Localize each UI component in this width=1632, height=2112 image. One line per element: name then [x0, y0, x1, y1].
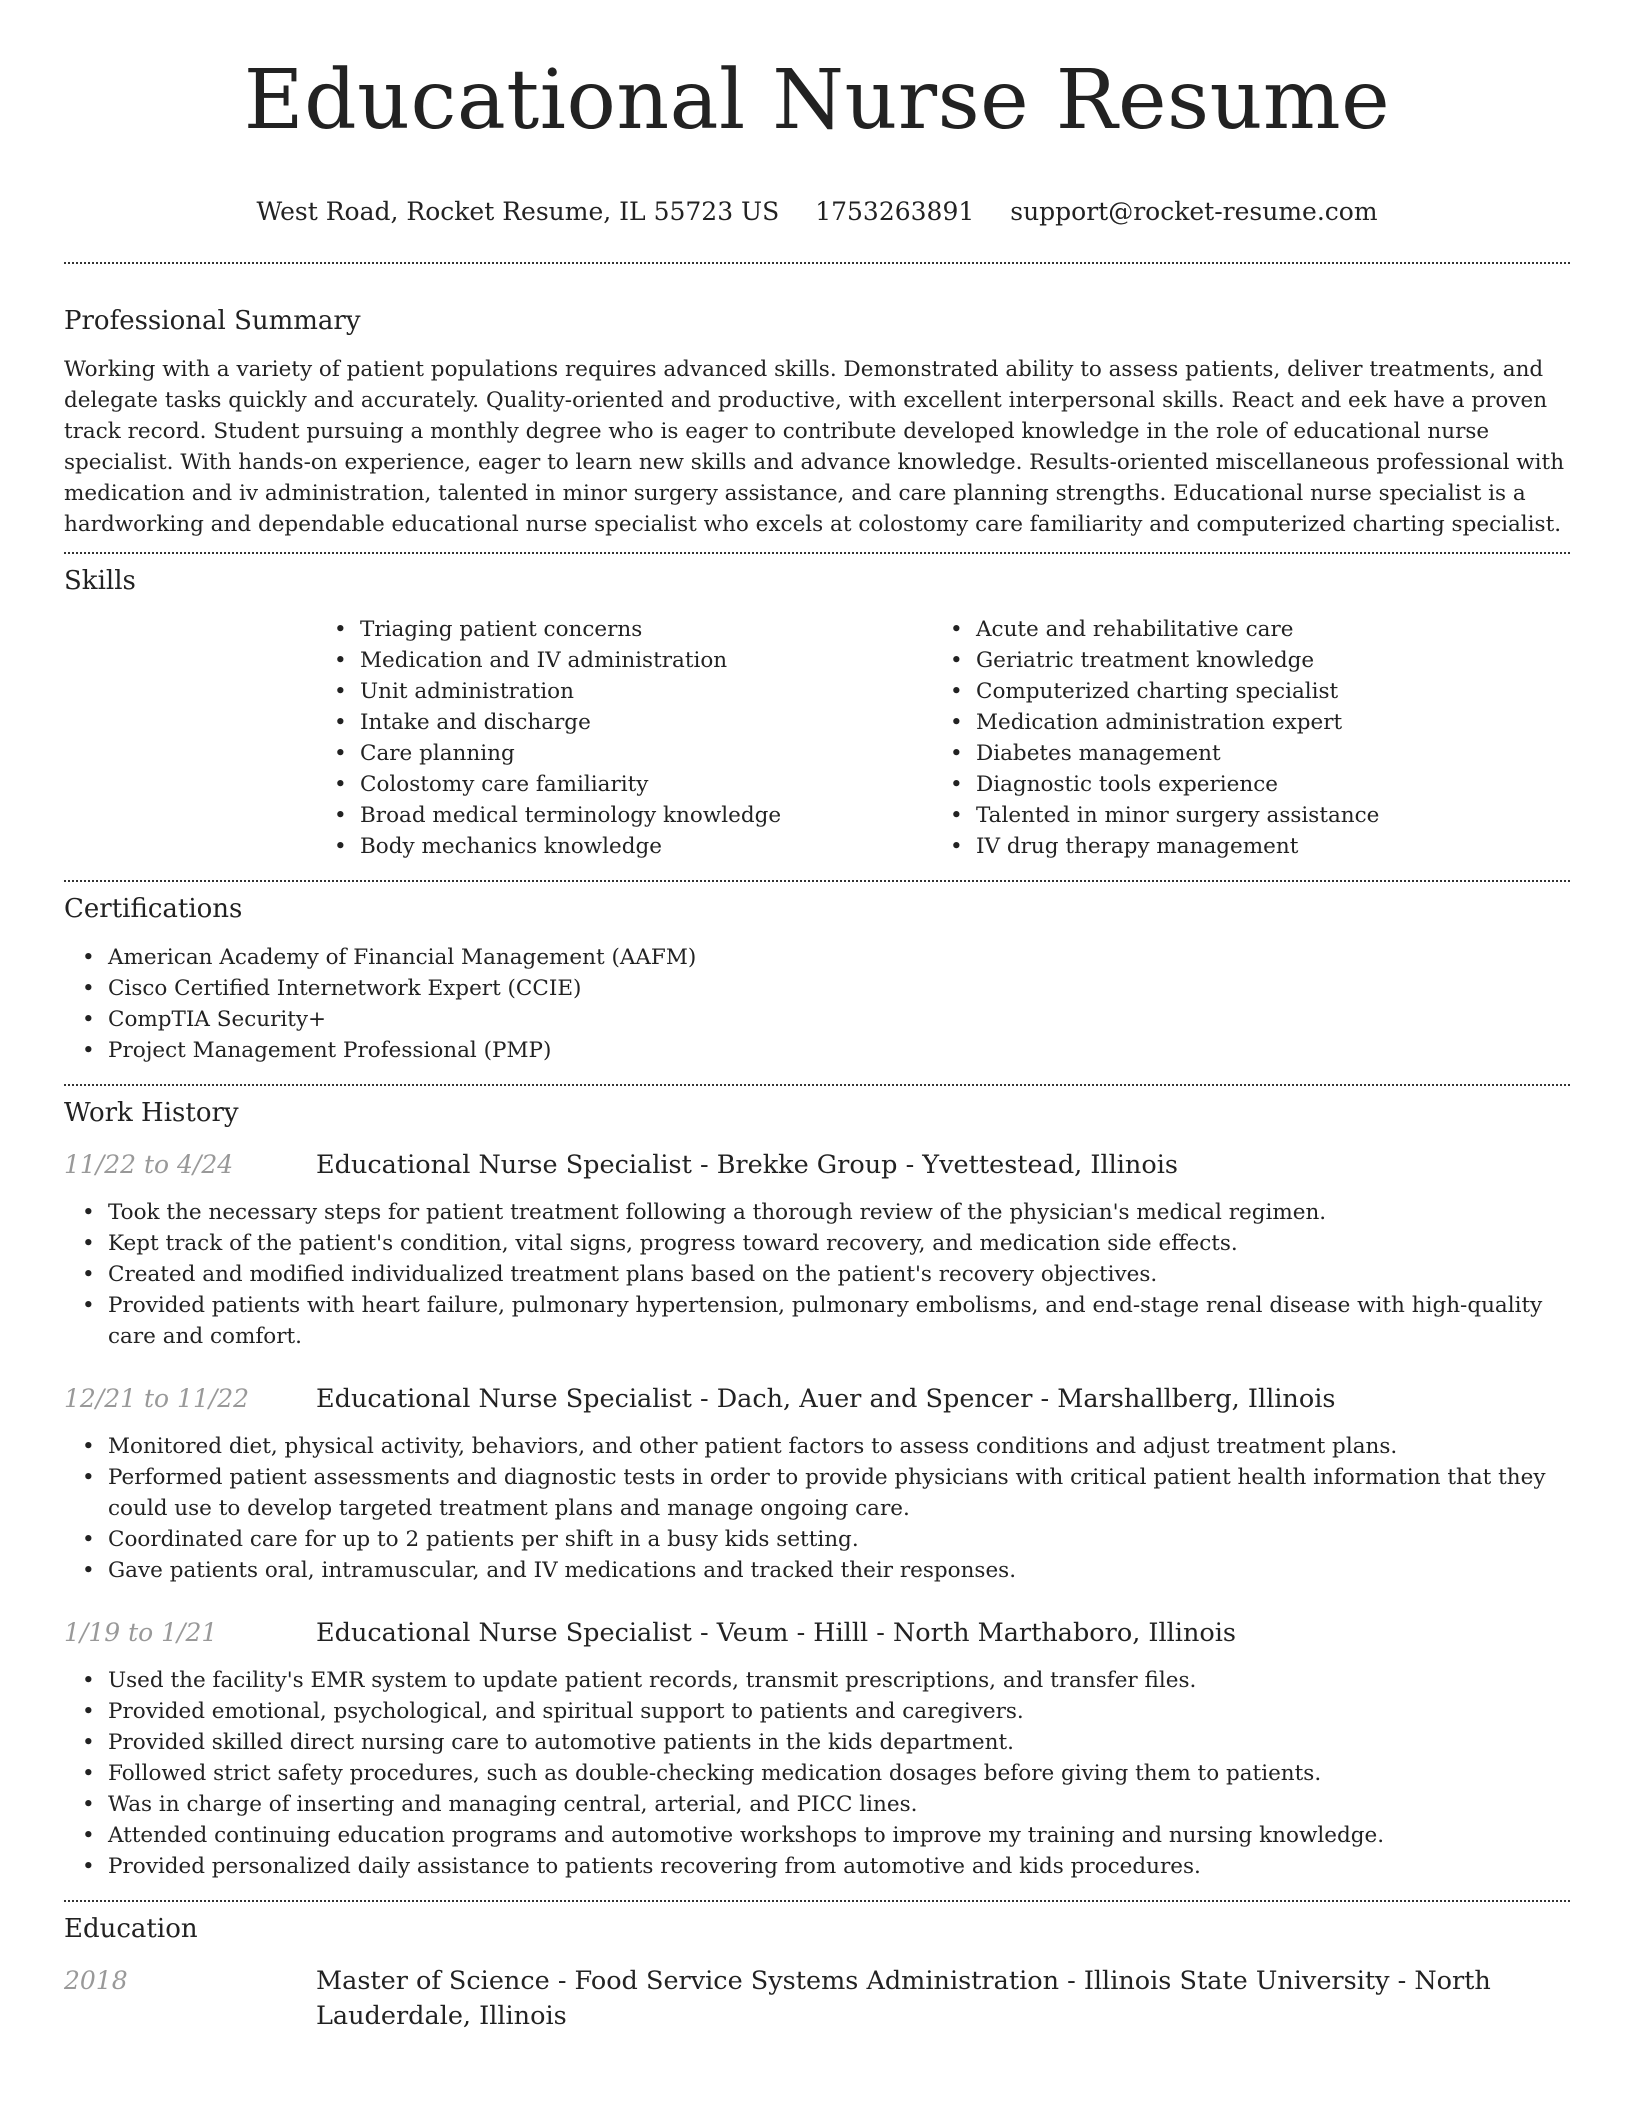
job-entry — [64, 1616, 1570, 1882]
section-title-certifications: Certifications — [64, 893, 243, 924]
list-item: • Unit administration — [316, 676, 932, 707]
list-item: • Provided skilled direct nursing care to automotive patients in the kids department. — [64, 1727, 1570, 1758]
list-item: • Used the facility's EMR system to update patient records, transmit prescriptions, and transfer files. — [64, 1665, 1570, 1696]
list-item: • Project Management Professional (PMP) — [64, 1035, 1570, 1066]
contact-address: West Road, Rocket Resume, IL 55723 US — [256, 196, 780, 226]
section-title-skills: Skills — [64, 565, 136, 596]
list-item: • Attended continuing education programs and automotive workshops to improve my training and nursing knowledge. — [64, 1820, 1570, 1851]
list-item: • Intake and discharge — [316, 707, 932, 738]
job-title: Educational Nurse Specialist - Veum - Hilll - North Marthaboro, Illinois — [316, 1617, 1236, 1648]
list-item: • Provided patients with heart failure, pulmonary hypertension, pulmonary embolisms, and end-stage renal disease with high-quality care and comfort. — [64, 1290, 1570, 1352]
education-header — [64, 1964, 1570, 2034]
list-item: • Triaging patient concerns — [316, 614, 932, 645]
job-entry — [64, 1382, 1570, 1586]
list-item: • Diagnostic tools experience — [932, 769, 1548, 800]
divider — [64, 1900, 1570, 1902]
job-title: Educational Nurse Specialist - Brekke Group - Yvettestead, Illinois — [316, 1149, 1178, 1180]
job-dates: 1/19 to 1/21 — [64, 1617, 218, 1647]
divider — [64, 552, 1570, 554]
skills-list-left — [316, 614, 932, 862]
list-item: • Medication and IV administration — [316, 645, 932, 676]
education-year: 2018 — [64, 1965, 128, 1995]
job-title: Educational Nurse Specialist - Dach, Auer and Spencer - Marshallberg, Illinois — [316, 1383, 1336, 1414]
divider — [64, 880, 1570, 882]
list-item: • Kept track of the patient's condition, vital signs, progress toward recovery, and medication side effects. — [64, 1228, 1570, 1259]
job-entry — [64, 1148, 1570, 1352]
certifications-list — [64, 942, 1570, 1066]
job-header — [64, 1148, 1570, 1183]
list-item: • Cisco Certified Internetwork Expert (CCIE) — [64, 973, 1570, 1004]
list-item: • Acute and rehabilitative care — [932, 614, 1548, 645]
list-item: • Took the necessary steps for patient treatment following a thorough review of the physician's medical regimen. — [64, 1197, 1570, 1228]
job-header — [64, 1382, 1570, 1417]
list-item: • Diabetes management — [932, 738, 1548, 769]
divider — [64, 1084, 1570, 1086]
list-item: • Performed patient assessments and diagnostic tests in order to provide physicians with critical patient health information that they could use to develop targeted treatment plans and manage ongoing care. — [64, 1462, 1570, 1524]
list-item: • Colostomy care familiarity — [316, 769, 932, 800]
contact-phone: 1753263891 — [815, 196, 975, 226]
list-item: • Was in charge of inserting and managing central, arterial, and PICC lines. — [64, 1789, 1570, 1820]
list-item: • American Academy of Financial Management (AAFM) — [64, 942, 1570, 973]
list-item: • Gave patients oral, intramuscular, and IV medications and tracked their responses. — [64, 1555, 1570, 1586]
education-title: Master of Science - Food Service Systems Administration - Illinois State University - North Lauderdale, Illinois — [316, 1965, 1491, 2031]
education-entry — [64, 1964, 1570, 2034]
skills-grid — [316, 614, 1570, 862]
list-item: • Geriatric treatment knowledge — [932, 645, 1548, 676]
section-title-summary: Professional Summary — [64, 305, 361, 336]
list-item: • Followed strict safety procedures, such as double-checking medication dosages before giving them to patients. — [64, 1758, 1570, 1789]
list-item: • IV drug therapy management — [932, 831, 1548, 862]
list-item: • Talented in minor surgery assistance — [932, 800, 1548, 831]
resume-name: Educational Nurse Resume — [243, 53, 1391, 148]
section-title-work-history: Work History — [64, 1097, 239, 1128]
contact-email: support@rocket-resume.com — [1010, 196, 1378, 226]
list-item: • Care planning — [316, 738, 932, 769]
job-header — [64, 1616, 1570, 1651]
resume-page — [64, 0, 1570, 2034]
skills-list-right — [932, 614, 1548, 862]
list-item: • Body mechanics knowledge — [316, 831, 932, 862]
list-item: • Medication administration expert — [932, 707, 1548, 738]
list-item: • Provided personalized daily assistance to patients recovering from automotive and kids procedures. — [64, 1851, 1570, 1882]
list-item: • Provided emotional, psychological, and spiritual support to patients and caregivers. — [64, 1696, 1570, 1727]
job-bullets — [64, 1665, 1570, 1882]
contact-line — [64, 197, 1570, 226]
job-bullets — [64, 1197, 1570, 1352]
list-item: • CompTIA Security+ — [64, 1004, 1570, 1035]
job-dates: 12/21 to 11/22 — [64, 1383, 250, 1413]
list-item: • Created and modified individualized treatment plans based on the patient's recovery objectives. — [64, 1259, 1570, 1290]
job-bullets — [64, 1431, 1570, 1586]
section-title-education: Education — [64, 1913, 198, 1944]
list-item: • Monitored diet, physical activity, behaviors, and other patient factors to assess conditions and adjust treatment plans. — [64, 1431, 1570, 1462]
job-dates: 11/22 to 4/24 — [64, 1149, 234, 1179]
summary-text: Working with a variety of patient populations requires advanced skills. Demonstrated ability to assess patients, deliver treatments, and delegate tasks quickly and accurately. Quality-oriented and productive, with excellent interpersonal skills. React and eek have a proven track record. Student pursuing a monthly degree who is eager to contribute developed knowledge in the role of educational nurse specialist. With hands-on experience, eager to learn new skills and advance knowledge. Results-oriented miscellaneous professional with medication and iv administration, talented in minor surgery assistance, and care planning strengths. Educational nurse specialist is a hardworking and dependable educational nurse specialist who excels at colostomy care familiarity and computerized charting specialist. — [64, 356, 1565, 537]
divider — [64, 262, 1570, 264]
list-item: • Broad medical terminology knowledge — [316, 800, 932, 831]
list-item: • Coordinated care for up to 2 patients per shift in a busy kids setting. — [64, 1524, 1570, 1555]
list-item: • Computerized charting specialist — [932, 676, 1548, 707]
